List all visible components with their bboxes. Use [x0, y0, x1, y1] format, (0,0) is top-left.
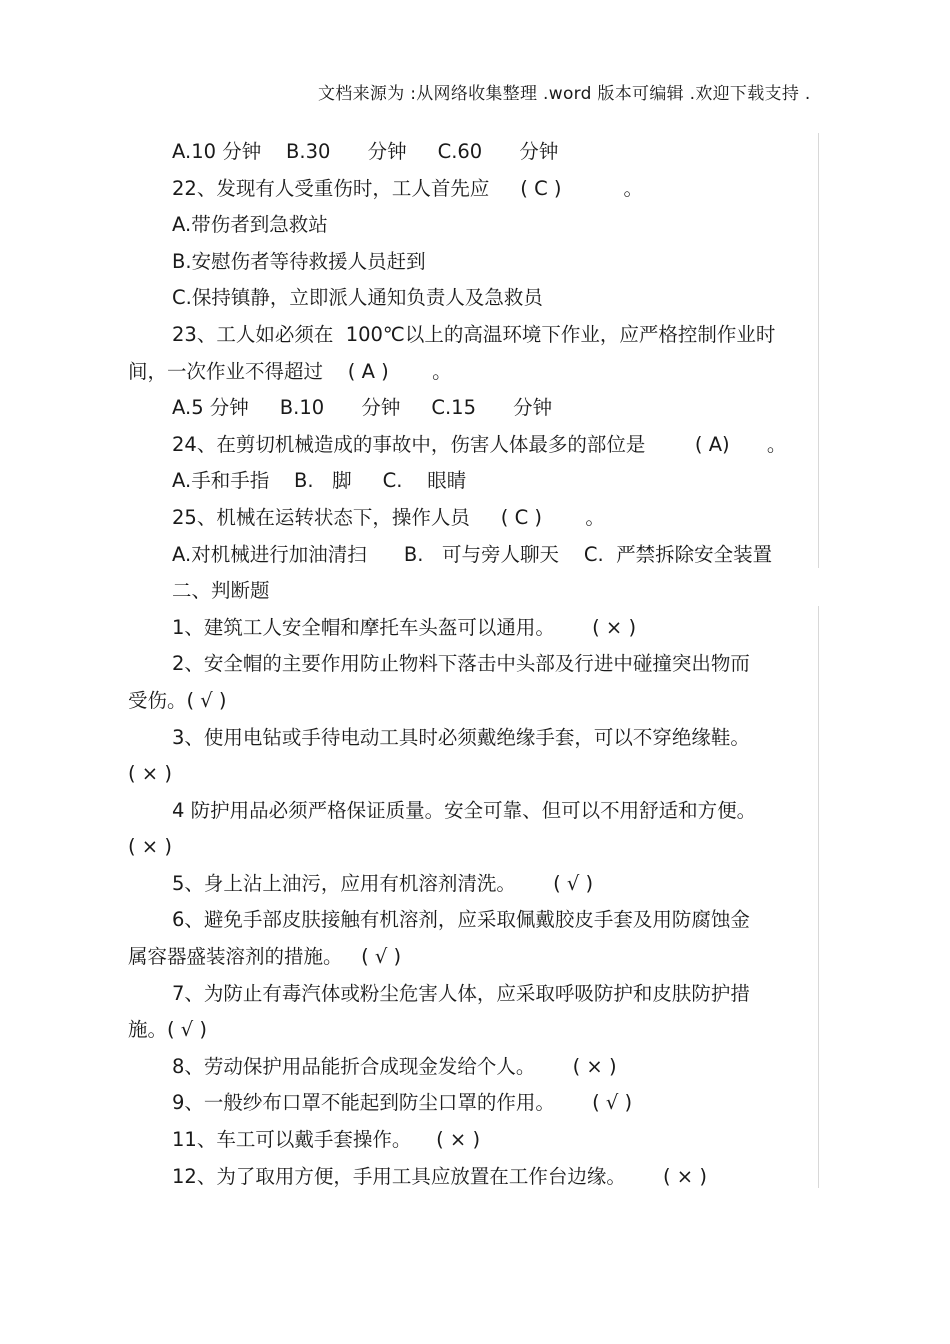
tf-item-7-cont: 施。( √ ): [128, 1018, 208, 1042]
q23-question: 23、工人如必须在 100℃以上的高温环境下作业，应严格控制作业时: [172, 322, 776, 346]
page-header: 文档来源为 :从网络收集整理 .word 版本可编辑 .欢迎下载支持 .: [318, 84, 811, 104]
tf-item-7: 7、为防止有毒汽体或粉尘危害人体，应采取呼吸防护和皮肤防护措: [172, 981, 750, 1005]
tf-item-12: 12、为了取用方便，手用工具应放置在工作台边缘。 ( × ): [172, 1164, 707, 1188]
section-heading: 二、判断题: [172, 579, 270, 603]
tf-item-4: 4 防护用品必须严格保证质量。安全可靠、但可以不用舒适和方便。: [172, 798, 757, 822]
q24-options: A.手和手指 B. 脚 C. 眼睛: [172, 469, 467, 493]
tf-item-5: 5、身上沾上油污，应用有机溶剂清洗。 ( √ ): [172, 871, 594, 895]
tf-item-9: 9、一般纱布口罩不能起到防尘口罩的作用。 ( √ ): [172, 1091, 633, 1115]
q22-option-c: C.保持镇静，立即派人通知负责人及急救员: [172, 286, 543, 310]
margin-rule-upper: [818, 133, 819, 568]
q21-options: A.10 分钟 B.30 分钟 C.60 分钟: [172, 140, 559, 163]
q22-option-b: B.安慰伤者等待救援人员赶到: [172, 249, 426, 273]
document-body: [128, 134, 796, 1195]
q22-question: 22、发现有人受重伤时，工人首先应 ( C ) 。: [172, 176, 644, 200]
q24-question: 24、在剪切机械造成的事故中，伤害人体最多的部位是 ( A) 。: [172, 432, 787, 456]
q23-options: A.5 分钟 B.10 分钟 C.15 分钟: [172, 396, 553, 420]
tf-item-2-cont: 受伤。( √ ): [128, 688, 227, 712]
q22-option-a: A.带伤者到急救站: [172, 213, 328, 237]
tf-item-8: 8、劳动保护用品能折合成现金发给个人。 ( × ): [172, 1054, 617, 1078]
tf-item-11: 11、车工可以戴手套操作。 ( × ): [172, 1128, 481, 1152]
tf-item-1: 1、建筑工人安全帽和摩托车头盔可以通用。 ( × ): [172, 615, 637, 639]
q25-question: 25、机械在运转状态下，操作人员 ( C ) 。: [172, 505, 605, 529]
tf-item-6: 6、避免手部皮肤接触有机溶剂，应采取佩戴胶皮手套及用防腐蚀金: [172, 908, 750, 932]
margin-rule-lower: [818, 606, 819, 1188]
q25-options: A.对机械进行加油清扫 B. 可与旁人聊天 C. 严禁拆除安全装置: [172, 542, 773, 566]
q23-question-cont: 间，一次作业不得超过 ( A ) 。: [128, 359, 452, 383]
tf-item-4-cont: ( × ): [128, 835, 172, 859]
tf-item-2: 2、安全帽的主要作用防止物料下落击中头部及行进中碰撞突出物而: [172, 652, 750, 676]
tf-item-6-cont: 属容器盛装溶剂的措施。 ( √ ): [128, 945, 402, 969]
tf-item-3: 3、使用电钻或手待电动工具时必须戴绝缘手套，可以不穿绝缘鞋。: [172, 725, 750, 749]
tf-item-3-cont: ( × ): [128, 762, 172, 786]
